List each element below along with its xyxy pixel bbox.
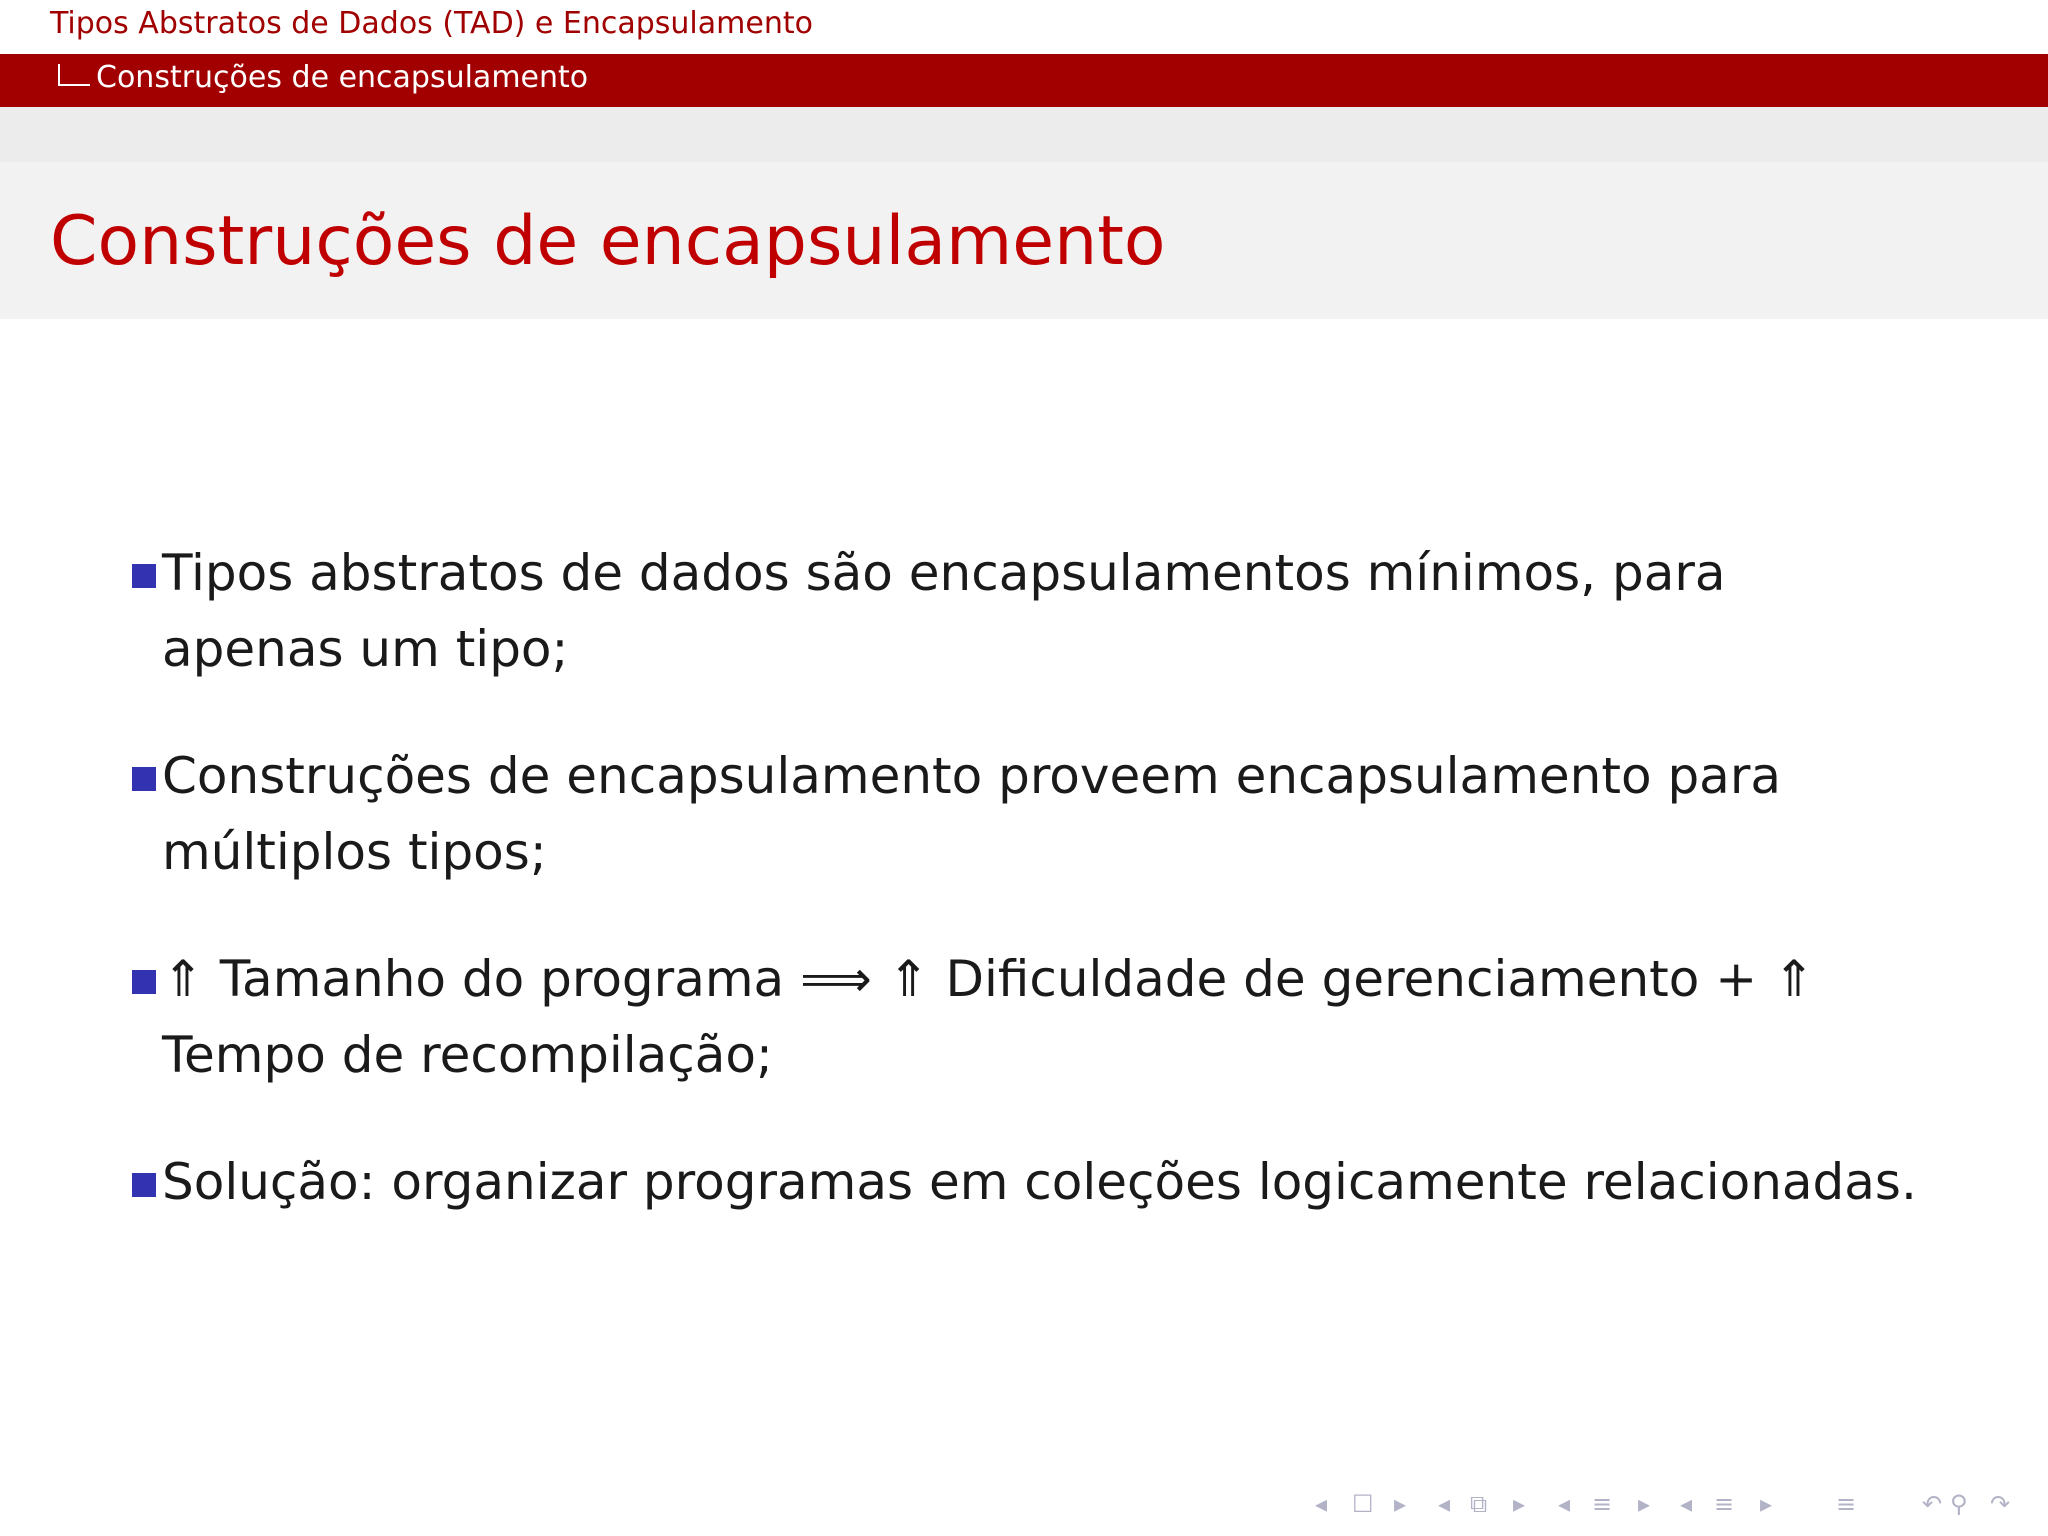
frame-title-band — [0, 162, 2048, 319]
slide-icon[interactable]: ≡ — [1714, 1490, 1735, 1518]
slide-prev-icon[interactable]: ◂ — [1680, 1490, 1693, 1518]
back-icon[interactable]: ↶ — [1922, 1490, 1943, 1518]
toc-icon[interactable]: ≡ — [1836, 1490, 1857, 1518]
subsection-prev-icon[interactable]: ◂ — [1438, 1490, 1451, 1518]
bullet-text: ⇑ Tamanho do programa ⟹ ⇑ Dificuldade de gerenciamento + ⇑ Tempo de recompilação; — [162, 950, 1815, 1084]
search-icon[interactable]: ⚲ — [1950, 1490, 1968, 1518]
section-title[interactable]: Tipos Abstratos de Dados (TAD) e Encapsulamento — [50, 6, 813, 41]
bullet-text: Solução: organizar programas em coleções logicamente relacionadas. — [162, 1153, 1917, 1211]
bullet-item — [130, 1144, 1922, 1220]
bullet-square-icon — [132, 1173, 156, 1197]
bullet-text: Construções de encapsulamento proveem encapsulamento para múltiplos tipos; — [162, 747, 1782, 881]
section-prev-icon[interactable]: ◂ — [1558, 1490, 1571, 1518]
subsection-title[interactable]: Construções de encapsulamento — [96, 60, 589, 95]
header-bar — [0, 54, 2048, 107]
bullet-text: Tipos abstratos de dados são encapsulamentos mínimos, para apenas um tipo; — [162, 544, 1726, 678]
bullet-square-icon — [132, 767, 156, 791]
bullet-square-icon — [132, 564, 156, 588]
section-icon[interactable]: ≡ — [1592, 1490, 1613, 1518]
subsection-next-icon[interactable]: ▸ — [1513, 1490, 1526, 1518]
tree-connector-icon — [58, 64, 90, 86]
header-spacer — [0, 107, 2048, 162]
forward-icon[interactable]: ↷ — [1990, 1490, 2011, 1518]
bullet-item — [130, 941, 1922, 1093]
slide-title: Construções de encapsulamento — [50, 202, 1166, 281]
frame-prev-icon[interactable]: ◂ — [1315, 1490, 1328, 1518]
section-next-icon[interactable]: ▸ — [1638, 1490, 1651, 1518]
bullet-square-icon — [132, 970, 156, 994]
subsection-icon[interactable]: ⧉ — [1470, 1490, 1488, 1518]
bullet-list — [130, 535, 1930, 1271]
bullet-item — [130, 738, 1922, 890]
frame-icon[interactable]: ☐ — [1352, 1490, 1374, 1518]
header-top — [0, 0, 2048, 54]
bullet-item — [130, 535, 1922, 687]
slide-next-icon[interactable]: ▸ — [1760, 1490, 1773, 1518]
frame-next-icon[interactable]: ▸ — [1394, 1490, 1407, 1518]
beamer-navigation — [1310, 1490, 2030, 1520]
